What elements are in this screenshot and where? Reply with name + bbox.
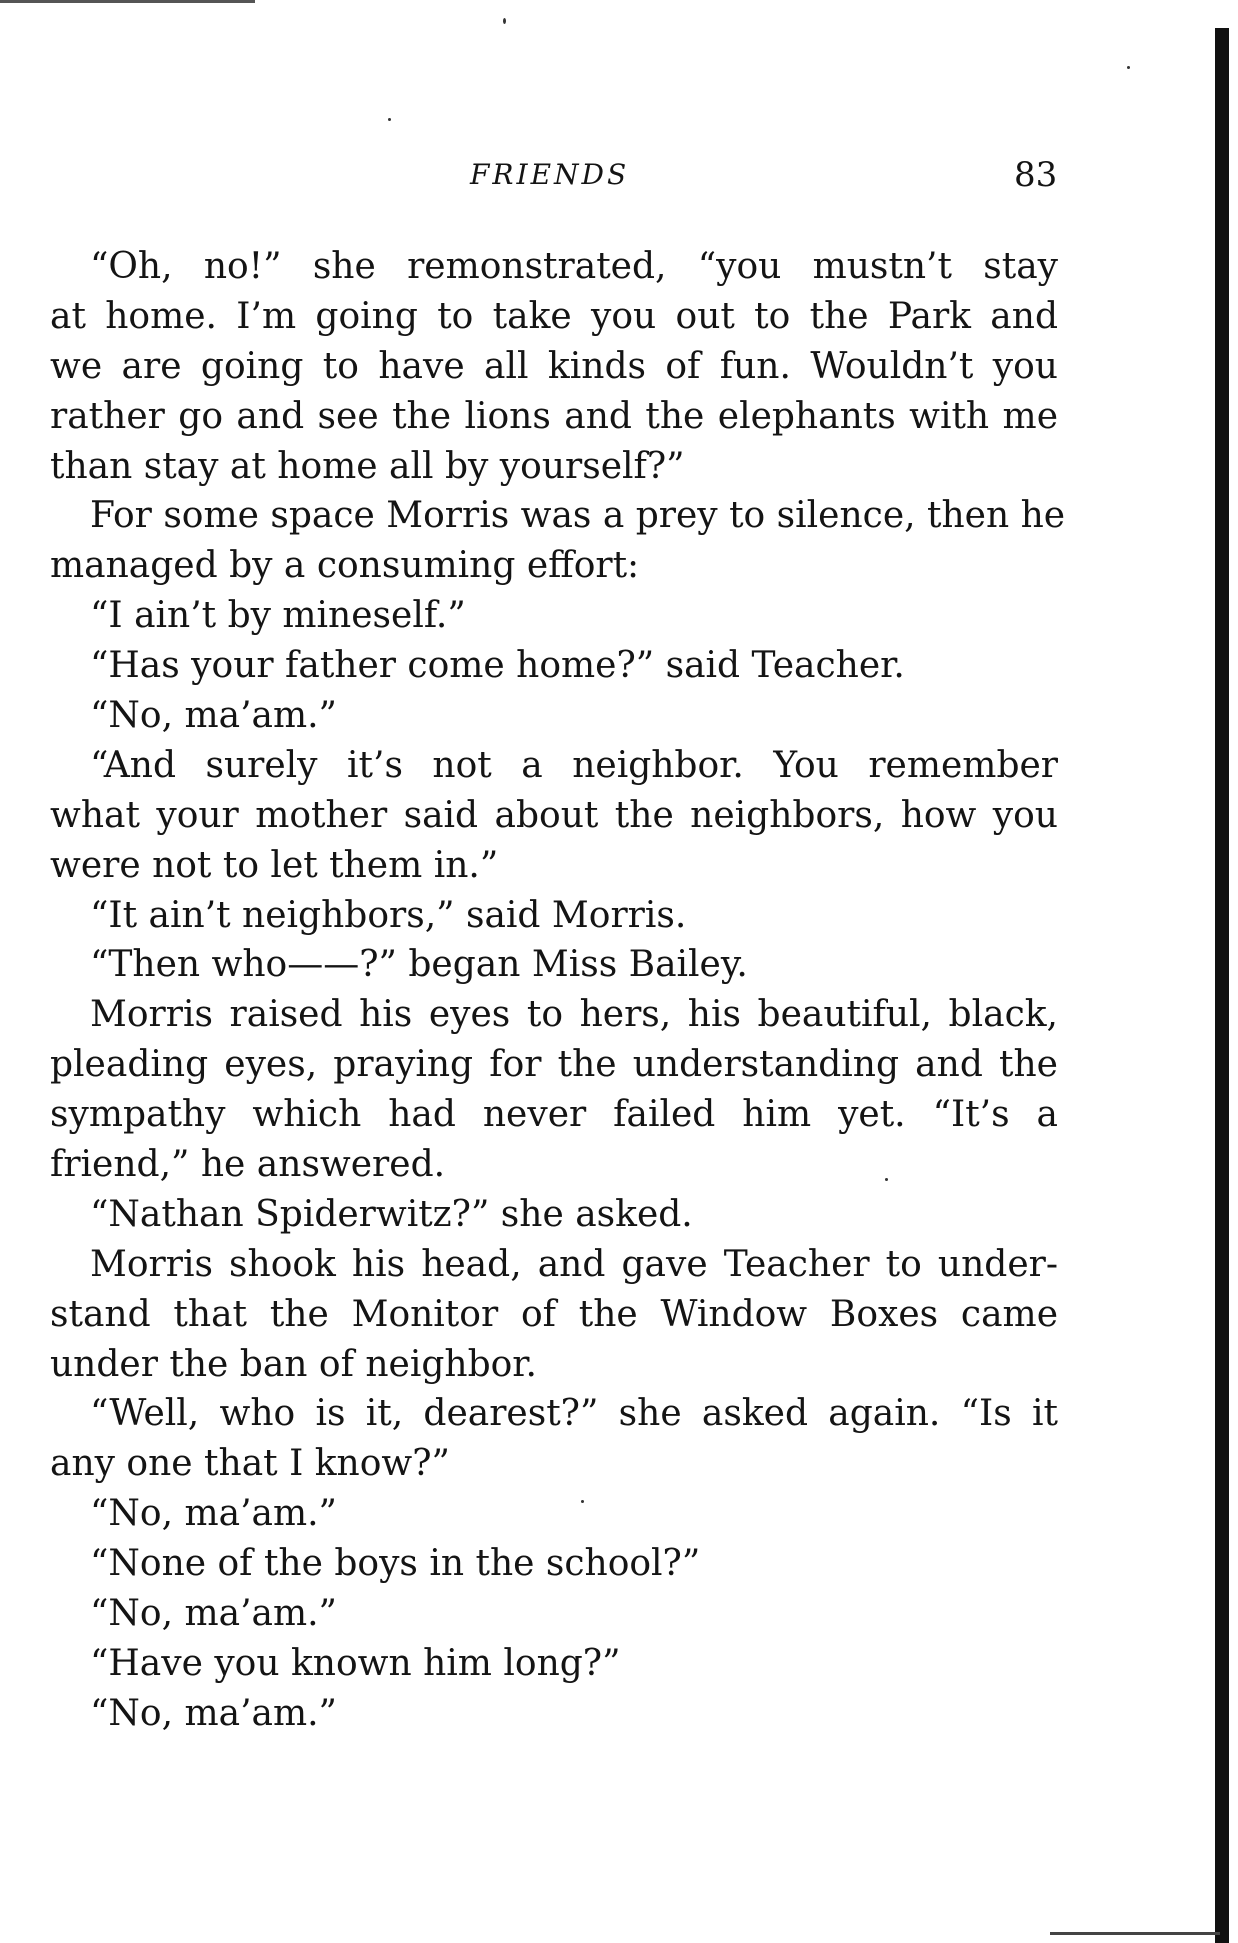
text-line: we are going to have all kinds of fun. Wouldn’t you <box>50 345 1058 387</box>
text-line: were not to let them in.” <box>50 844 499 886</box>
text-line: “No, ma’am.” <box>90 1593 337 1635</box>
text-line: “No, ma’am.” <box>90 1692 337 1734</box>
binding-edge <box>1215 28 1229 1943</box>
ink-speck <box>503 18 506 24</box>
top-edge-rule <box>0 0 255 3</box>
text-line: For some space Morris was a prey to silence, then he <box>90 495 1066 537</box>
text-line: “No, ma’am.” <box>90 695 337 737</box>
text-line: Morris shook his head, and gave Teacher to under- <box>90 1243 1058 1285</box>
text-line: “None of the boys in the school?” <box>90 1543 701 1585</box>
text-line: at home. I’m going to take you out to the Park and <box>50 295 1058 337</box>
text-line: “Has your father come home?” said Teacher. <box>90 645 905 687</box>
text-line: what your mother said about the neighbors, how you <box>50 794 1058 836</box>
text-line: “Then who——?” began Miss Bailey. <box>90 944 748 986</box>
page-number: 83 <box>1014 155 1058 195</box>
text-line: Morris raised his eyes to hers, his beautiful, black, <box>90 994 1058 1036</box>
bottom-edge-rule <box>1050 1932 1220 1935</box>
text-line: pleading eyes, praying for the understanding and the <box>50 1044 1058 1086</box>
text-line: any one that I know?” <box>50 1443 450 1485</box>
text-line: “And surely it’s not a neighbor. You remember <box>90 744 1058 786</box>
text-line: “Nathan Spiderwitz?” she asked. <box>90 1193 693 1235</box>
text-line: sympathy which had never failed him yet. “It’s a <box>50 1094 1058 1136</box>
text-line: “Oh, no!” she remonstrated, “you mustn’t stay <box>90 246 1058 287</box>
text-line: “Well, who is it, dearest?” she asked again. “Is it <box>90 1393 1058 1435</box>
text-line: rather go and see the lions and the elephants with me <box>50 395 1058 437</box>
text-line: “I ain’t by mineself.” <box>90 595 466 637</box>
text-line: “Have you known him long?” <box>90 1642 621 1684</box>
body-text <box>50 242 1066 1739</box>
text-line: “It ain’t neighbors,” said Morris. <box>90 894 687 936</box>
ink-speck <box>1127 66 1130 69</box>
text-line: than stay at home all by yourself?” <box>50 445 685 487</box>
text-line: stand that the Monitor of the Window Boxes came <box>50 1293 1058 1335</box>
running-head: FRIENDS <box>470 158 630 191</box>
text-line: managed by a consuming effort: <box>50 545 640 587</box>
text-line: “No, ma’am.” <box>90 1493 337 1535</box>
text-line: friend,” he answered. <box>50 1144 446 1186</box>
ink-speck <box>388 118 391 121</box>
text-line: under the ban of neighbor. <box>50 1343 538 1385</box>
